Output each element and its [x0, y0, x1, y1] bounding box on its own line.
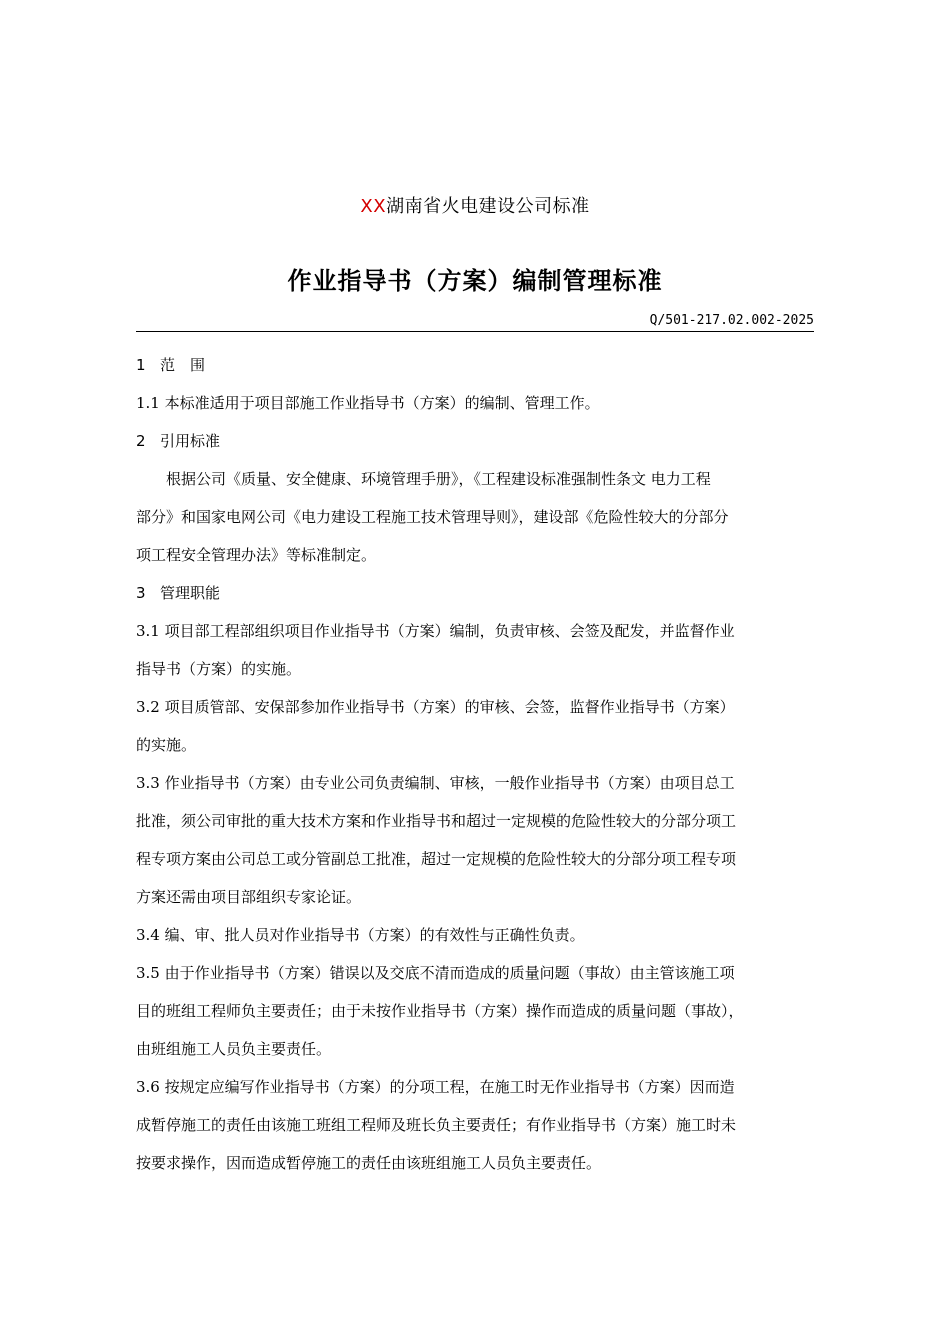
clause-3-6-line: 成暂停施工的责任由该施工班组工程师及班长负主要责任；有作业指导书（方案）施工时未	[136, 1116, 737, 1134]
company-standard-heading	[0, 192, 950, 218]
clause-3-1-line: 指导书（方案）的实施。	[136, 660, 302, 678]
company-prefix: XX	[360, 196, 387, 217]
clause-3-5-line: 目的班组工程师负主要责任；由于未按作业指导书（方案）操作而造成的质量问题（事故），	[136, 1002, 744, 1020]
clause-3-3-line: 方案还需由项目部组织专家论证。	[136, 888, 362, 906]
clause-3-6-line: 3.6 按规定应编写作业指导书（方案）的分项工程，在施工时无作业指导书（方案）因而造	[136, 1078, 735, 1096]
clause-3-1-line: 3.1 项目部工程部组织项目作业指导书（方案）编制，负责审核、会签及配发，并监督作业	[136, 622, 735, 640]
clause-3-3-line: 程专项方案由公司总工或分管副总工批准，超过一定规模的危险性较大的分部分项工程专项	[136, 850, 737, 868]
clause-3-4: 3.4 编、审、批人员对作业指导书（方案）的有效性与正确性负责。	[136, 926, 585, 944]
standard-code: Q/501-217.02.002-2025	[649, 313, 814, 328]
section-heading-2: 2 引用标准	[136, 432, 221, 450]
header-divider	[136, 331, 814, 332]
clause-3-2-line: 3.2 项目质管部、安保部参加作业指导书（方案）的审核、会签，监督作业指导书（方案）	[136, 698, 735, 716]
section-heading-3: 3 管理职能	[136, 584, 221, 602]
document-title: 作业指导书（方案）编制管理标准	[287, 267, 663, 295]
clause-3-2-line: 的实施。	[136, 736, 197, 754]
clause-3-3-line: 批准，须公司审批的重大技术方案和作业指导书和超过一定规模的危险性较大的分部分项工	[136, 812, 737, 830]
section-2-body-line: 根据公司《质量、安全健康、环境管理手册》，《工程建设标准强制性条文 电力工程	[166, 470, 711, 488]
clause-3-3-line: 3.3 作业指导书（方案）由专业公司负责编制、审核，一般作业指导书（方案）由项目总工	[136, 774, 735, 792]
company-name: 湖南省火电建设公司标准	[386, 196, 590, 217]
section-heading-1: 1 范 围	[136, 356, 206, 374]
document-body	[136, 346, 814, 1182]
section-2-body-line: 项工程安全管理办法》等标准制定。	[136, 546, 377, 564]
clause-3-6-line: 按要求操作，因而造成暂停施工的责任由该班组施工人员负主要责任。	[136, 1154, 602, 1172]
clause-3-5-line: 3.5 由于作业指导书（方案）错误以及交底不清而造成的质量问题（事故）由主管该施工项	[136, 964, 735, 982]
section-2-body-line: 部分》和国家电网公司《电力建设工程施工技术管理导则》，建设部《危险性较大的分部分	[136, 508, 729, 526]
clause-1-1: 1.1 本标准适用于项目部施工作业指导书（方案）的编制、管理工作。	[136, 394, 600, 412]
clause-3-5-line: 由班组施工人员负主要责任。	[136, 1040, 332, 1058]
